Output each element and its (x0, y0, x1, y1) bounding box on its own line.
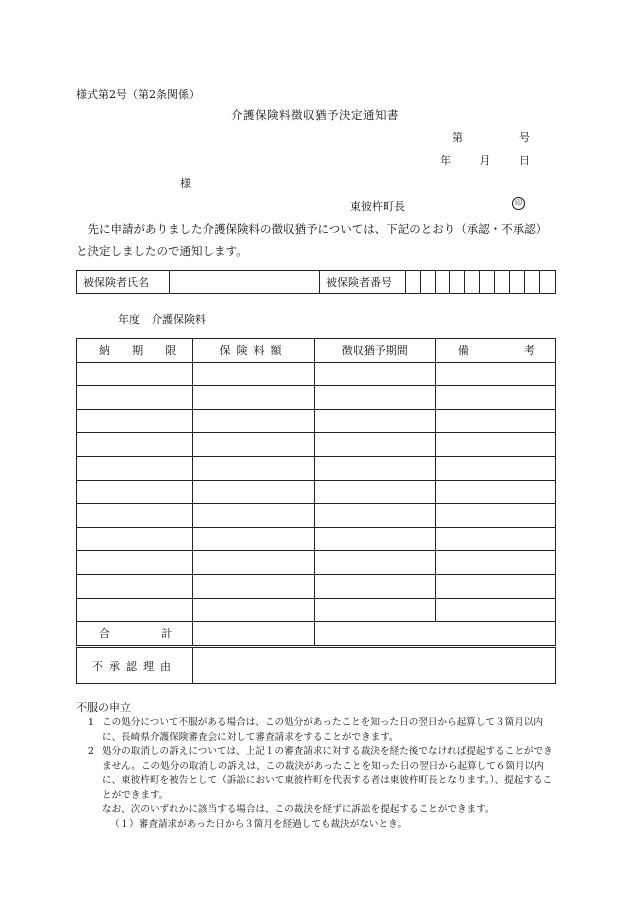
addressee-suffix: 様 (180, 177, 191, 190)
table-cell (193, 409, 314, 433)
table-cell (193, 386, 314, 410)
table-cell (314, 456, 435, 480)
table-cell (77, 527, 193, 551)
table-cell (314, 480, 435, 504)
table-cell (435, 504, 555, 528)
table-row (77, 480, 556, 504)
header-due-date-char: 期 (132, 344, 144, 358)
table-row (77, 409, 556, 433)
table-cell (314, 409, 435, 433)
insured-number-digit (510, 271, 525, 293)
table-cell (77, 409, 193, 433)
insured-number-digit (421, 271, 436, 293)
table-cell (435, 574, 555, 598)
table-cell (435, 433, 555, 457)
document-date (440, 152, 530, 168)
table-cell (314, 574, 435, 598)
table-cell (77, 598, 193, 622)
table-header-row (77, 339, 556, 363)
table-cell (77, 456, 193, 480)
table-cell (435, 551, 555, 575)
table-cell (435, 362, 555, 386)
table-cell (193, 362, 314, 386)
table-row (77, 386, 556, 410)
table-row (77, 527, 556, 551)
insured-number-digit (465, 271, 480, 293)
table-cell (193, 598, 314, 622)
note-text: この処分について不服がある場合は、この処分があったことを知った日の翌日から起算して３箇月以内に、長崎県介護保険審査会に対して審査請求をすることができます。 (102, 717, 544, 743)
note-text: 処分の取消しの訴えについては、上記１の審査請求に対する裁決を経た後でなければ提起することができません。この処分の取消しの訴えは、この裁決があったことを知った日の翌日から起算して６箇月以内に、東彼杵町を被告として（訴訟において東彼杵町を代表する者は東彼杵町長となります。）、提起することができます。 (102, 746, 553, 801)
table-cell (193, 456, 314, 480)
seal-mark: 印 (512, 197, 525, 210)
header-premium-amount: 保険料額 (193, 339, 314, 363)
table-row (77, 574, 556, 598)
table-row (77, 433, 556, 457)
table-cell (193, 527, 314, 551)
insured-name-label: 被保険者氏名 (77, 271, 170, 293)
table-cell (77, 574, 193, 598)
table-row (77, 504, 556, 528)
date-month: 月 (479, 154, 491, 167)
rejection-reason-box (76, 647, 556, 684)
table-cell (314, 551, 435, 575)
table-cell (435, 409, 555, 433)
table-cell (77, 386, 193, 410)
insured-number-digit (495, 271, 510, 293)
date-year: 年 (440, 154, 451, 167)
objection-title: 不服の申立 (76, 701, 131, 714)
table-row (77, 362, 556, 386)
table-cell (314, 598, 435, 622)
table-cell (193, 574, 314, 598)
table-cell (77, 504, 193, 528)
deferral-table (76, 338, 556, 646)
total-row (77, 622, 556, 646)
note-number: 2 (87, 746, 94, 757)
notice-body (76, 218, 556, 262)
table-cell (314, 433, 435, 457)
insured-person-table (76, 270, 556, 294)
form-number: 様式第2号（第2条関係） (76, 88, 200, 101)
table-cell (314, 362, 435, 386)
table-cell (435, 598, 555, 622)
header-due-date (77, 339, 193, 363)
header-remarks-char: 備 (457, 344, 469, 358)
header-due-date-char: 限 (165, 344, 177, 358)
insured-number-digit (525, 271, 540, 293)
table-cell (193, 504, 314, 528)
total-blank-cell (314, 622, 555, 646)
table-cell (314, 504, 435, 528)
note-supplement: なお、次のいずれかに該当する場合は、この裁決を経ずに訴訟を提起することができます。 (102, 804, 495, 815)
insured-number-digit (540, 271, 555, 293)
header-remarks (435, 339, 555, 363)
rejection-reason-label: 不承認理由 (77, 648, 193, 683)
issuer-name: 東彼杵町長 (350, 200, 405, 213)
fiscal-year-line: 年度 介護保険料 (118, 313, 206, 326)
table-row (77, 598, 556, 622)
table-cell (77, 551, 193, 575)
header-deferral-period: 徴収猶予期間 (314, 339, 435, 363)
table-row (77, 551, 556, 575)
table-cell (77, 433, 193, 457)
insured-number-digit (450, 271, 465, 293)
number-prefix: 第 (452, 131, 463, 144)
table-cell (435, 456, 555, 480)
total-label (77, 622, 193, 646)
table-row (77, 456, 556, 480)
table-cell (193, 480, 314, 504)
table-cell (314, 386, 435, 410)
objection-notes (76, 716, 560, 832)
insured-name-field (170, 271, 320, 293)
table-cell (314, 527, 435, 551)
document-title: 介護保険料徴収猶予決定通知書 (231, 108, 399, 122)
number-suffix: 号 (519, 131, 530, 144)
table-cell (193, 433, 314, 457)
header-due-date-char: 納 (99, 344, 110, 358)
total-label-char: 合 (99, 627, 110, 641)
insured-number-digit (436, 271, 451, 293)
table-cell (435, 480, 555, 504)
table-cell (77, 480, 193, 504)
document-number (452, 129, 530, 145)
note-item (76, 716, 560, 745)
date-day: 日 (519, 154, 530, 167)
insured-number-digit (406, 271, 421, 293)
table-cell (193, 551, 314, 575)
note-subitem: （１）審査請求があった日から３箇月を経過しても裁決がないとき。 (110, 818, 407, 830)
note-number: 1 (87, 717, 94, 728)
insured-number-digit (480, 271, 495, 293)
notice-body-text: 先に申請がありました介護保険料の徴収猶予については、下記のとおり（承認・不承認）と決定しましたので通知します。 (76, 222, 548, 258)
total-label-char: 計 (161, 627, 173, 641)
total-amount-cell (193, 622, 314, 646)
header-remarks-char: 考 (524, 344, 535, 358)
note-item (76, 745, 560, 803)
table-cell (435, 527, 555, 551)
table-cell (435, 386, 555, 410)
insured-number-label: 被保険者番号 (320, 271, 406, 293)
table-cell (77, 362, 193, 386)
